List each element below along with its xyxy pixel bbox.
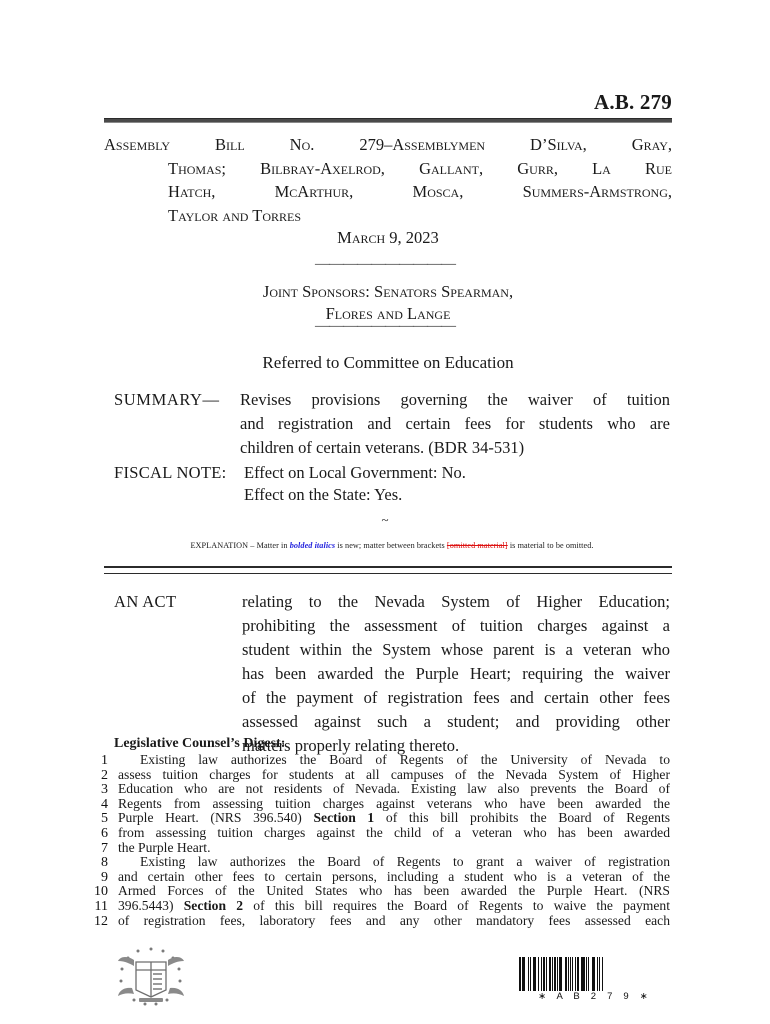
digest-line-text: Regents from assessing tuition charges against veterans who have been awarded the xyxy=(118,796,670,811)
explanation-new-matter: bolded italics xyxy=(289,541,336,550)
an-act-line: has been awarded the Purple Heart; requiring the waiver xyxy=(242,664,670,683)
digest-line-number: 4 xyxy=(101,796,108,812)
explanation-suffix: is material to be omitted. xyxy=(507,541,594,550)
digest-line-number: 1 xyxy=(101,753,108,768)
digest-line xyxy=(82,855,670,870)
an-act-line: prohibiting the assessment of tuition charges against a xyxy=(242,616,670,635)
digest-body xyxy=(82,753,670,928)
digest-line-number: 6 xyxy=(101,825,108,841)
joint-sponsors-line: Joint Sponsors: Senators Spearman, xyxy=(262,282,514,301)
fiscal-note-line: Effect on the State: Yes. xyxy=(244,485,403,504)
an-act-line: relating to the Nevada System of Higher Education; xyxy=(242,592,670,611)
digest-line-number: 2 xyxy=(101,767,108,783)
header-rule xyxy=(104,118,672,123)
summary-label: SUMMARY— xyxy=(114,390,220,409)
digest-line-text: Education who are not residents of Nevada. Existing law also prevents the Board of xyxy=(118,782,670,797)
digest-line xyxy=(82,914,670,929)
digest-line-text: 396.5443) Section 2 of this bill requires the Board of Regents to waive the payment xyxy=(118,898,670,913)
an-act-line: student within the System whose parent is a veteran who xyxy=(242,640,670,659)
explanation-omitted-matter: [omitted material] xyxy=(446,541,508,550)
summary-line: children of certain veterans. (BDR 34-531) xyxy=(240,438,525,457)
digest-line xyxy=(82,782,670,797)
digest-line xyxy=(82,884,670,899)
digest-line xyxy=(82,826,670,841)
title-line: Taylor and Torres xyxy=(168,205,302,225)
title-line: Assembly Bill No. 279–Assemblymen D’Silva, Gray, xyxy=(104,135,672,154)
section-divider-rule xyxy=(104,566,672,574)
barcode-label: ∗ A B 2 7 9 ∗ xyxy=(538,991,652,1002)
digest-line xyxy=(82,753,670,768)
summary-section xyxy=(114,388,670,460)
digest-line-text: and certain other fees to certain persons, including a student who is a veteran of the xyxy=(118,869,670,884)
digest-line-text: Armed Forces of the United States who has been awarded the Purple Heart. (NRS xyxy=(118,884,670,899)
digest-line-number: 10 xyxy=(94,884,108,900)
an-act-line: assessed against such a student; and providing other xyxy=(242,712,670,731)
nevada-state-seal-icon xyxy=(112,940,190,1018)
digest-line-text: Existing law authorizes the Board of Regents to grant a waiver of registration xyxy=(140,855,670,870)
digest-line-text: Purple Heart. (NRS 396.540) Section 1 of this bill prohibits the Board of Regents xyxy=(118,811,670,826)
digest-line-number: 9 xyxy=(101,869,108,885)
fiscal-note-label: FISCAL NOTE: xyxy=(114,463,227,482)
fiscal-note-line: Effect on Local Government: No. xyxy=(244,463,466,482)
digest-line-text: assess tuition charges for students at all campuses of the Nevada System of Higher xyxy=(118,767,670,782)
digest-line-number: 3 xyxy=(101,782,108,798)
explanation-note xyxy=(122,540,662,552)
digest-heading: Legislative Counsel’s Digest: xyxy=(114,736,286,751)
digest-line xyxy=(82,768,670,783)
bill-date: March 9, 2023 xyxy=(337,228,439,247)
summary-line: and registration and certain fees for students who are xyxy=(240,414,670,433)
an-act-label: AN ACT xyxy=(114,592,177,611)
digest-line xyxy=(82,797,670,812)
divider-rule: —————————— xyxy=(315,256,455,272)
bill-title-block xyxy=(104,133,672,227)
fiscal-note-text xyxy=(244,462,466,506)
fiscal-note-section xyxy=(114,462,466,506)
divider-rule: —————————— xyxy=(315,318,455,334)
digest-line-number: 11 xyxy=(94,898,108,914)
title-line: Thomas; Bilbray-Axelrod, Gallant, Gurr, La Rue xyxy=(168,158,672,178)
digest-line xyxy=(82,811,670,826)
digest-line-number: 5 xyxy=(101,811,108,827)
an-act-text xyxy=(242,590,670,758)
an-act-section xyxy=(114,590,670,758)
an-act-line: matters properly relating thereto. xyxy=(242,736,460,755)
digest-line-number: 7 xyxy=(101,840,108,856)
digest-line xyxy=(82,841,670,856)
explanation-middle: is new; matter between brackets xyxy=(335,541,447,550)
barcode-bar xyxy=(603,957,605,991)
digest-line xyxy=(82,870,670,885)
summary-text xyxy=(240,388,670,460)
title-line: Hatch, McArthur, Mosca, Summers-Armstrong, xyxy=(168,182,672,201)
digest-line-text: of registration fees, laboratory fees and any other mandatory fees assessed each xyxy=(118,913,670,928)
digest-line-text: the Purple Heart. xyxy=(118,840,211,855)
digest-line xyxy=(82,899,670,914)
tilde-mark: ~ xyxy=(381,512,389,527)
joint-sponsors-line: Flores and Lange xyxy=(325,304,451,323)
bill-number: A.B. 279 xyxy=(593,90,672,114)
bill-barcode xyxy=(519,957,671,991)
digest-line-number: 8 xyxy=(101,855,108,871)
digest-line-text: from assessing tuition charges against the child of a veteran who has been awarded xyxy=(118,825,670,840)
an-act-line: of the payment of registration fees and certain other fees xyxy=(242,688,670,707)
digest-line-number: 12 xyxy=(94,913,108,929)
summary-line: Revises provisions governing the waiver of tuition xyxy=(240,390,670,409)
digest-line-text: Existing law authorizes the Board of Regents of the University of Nevada to xyxy=(140,753,670,767)
explanation-prefix: EXPLANATION – Matter in xyxy=(190,541,290,550)
referred-to-committee: Referred to Committee on Education xyxy=(262,353,514,372)
